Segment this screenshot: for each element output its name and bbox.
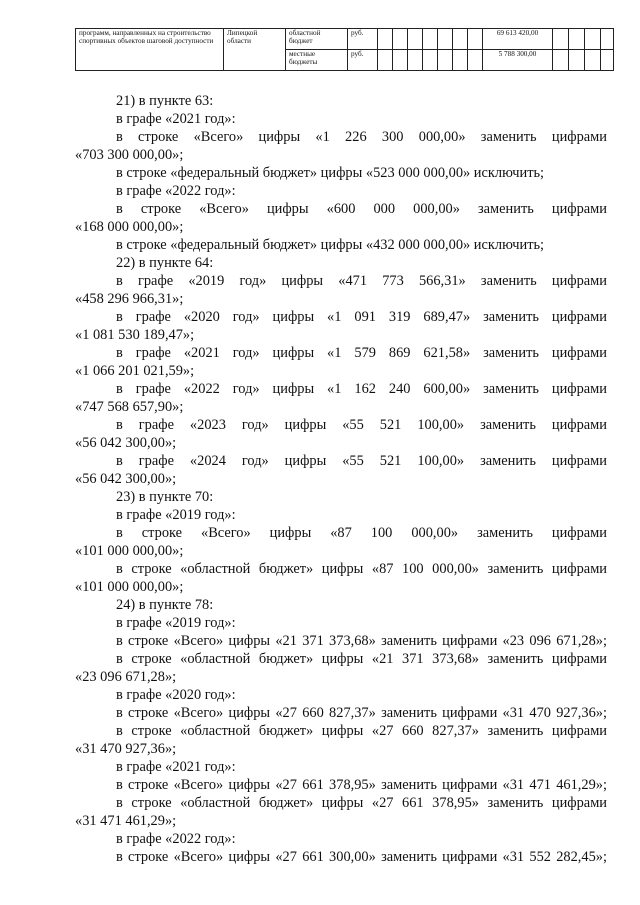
text-line: «101 000 000,00»; [75,579,184,595]
text-line: «23 096 671,28»; [75,669,177,685]
table-cell-empty [553,50,569,71]
table-cell-empty [438,50,453,71]
column-heading: в графе «2022 год»: [116,183,236,199]
table-cell-empty [408,29,423,50]
text-line: «1 066 201 021,59»; [75,363,195,379]
program-table-fragment [75,28,614,71]
table-cell-source: областной бюджет [286,29,348,50]
table-cell-empty [553,29,569,50]
text-line: в строке «федеральный бюджет» цифры «523 000 000,00» исключить; [116,165,545,181]
text-line: в графе «2022 год» цифры «1 162 240 600,00» заменить цифрами [116,381,607,397]
column-heading: в графе «2022 год»: [116,831,236,847]
column-heading: в графе «2021 год»: [116,111,236,127]
table-cell-empty [408,50,423,71]
table-cell-empty [378,50,393,71]
table-cell-empty [468,29,483,50]
text-line: «101 000 000,00»; [75,543,184,559]
text-line: в строке «Всего» цифры «27 661 378,95» заменить цифрами «31 471 461,29»; [116,777,607,793]
table-cell-empty [378,29,393,50]
text-line: «31 471 461,29»; [75,813,177,829]
text-line: «168 000 000,00»; [75,219,184,235]
table-cell-empty [393,50,408,71]
table-cell-empty [601,29,614,50]
item-heading: 24) в пункте 78: [116,597,214,613]
text-line: «703 300 000,00»; [75,147,184,163]
text-line: в графе «2023 год» цифры «55 521 100,00» заменить цифрами [116,417,607,433]
table-cell-value: 69 613 420,00 [483,29,553,50]
table-cell-description: программ, направленных на строительство спортивных объектов шаговой доступности [76,29,224,71]
text-line: «56 042 300,00»; [75,471,177,487]
text-line: в строке «Всего» цифры «1 226 300 000,00» заменить цифрами [116,129,607,145]
table-cell-empty [569,29,585,50]
column-heading: в графе «2019 год»: [116,615,236,631]
column-heading: в графе «2021 год»: [116,759,236,775]
text-line: «747 568 657,90»; [75,399,184,415]
text-line: в строке «Всего» цифры «600 000 000,00» заменить цифрами [116,201,607,217]
table-cell-empty [423,50,438,71]
text-line: «1 081 530 189,47»; [75,327,195,343]
text-line: «31 470 927,36»; [75,741,177,757]
text-line: в графе «2024 год» цифры «55 521 100,00» заменить цифрами [116,453,607,469]
text-line: в строке «Всего» цифры «27 660 827,37» заменить цифрами «31 470 927,36»; [116,705,607,721]
table-cell-empty [453,29,468,50]
table-cell-empty [569,50,585,71]
text-line: в графе «2021 год» цифры «1 579 869 621,58» заменить цифрами [116,345,607,361]
text-line: в графе «2020 год» цифры «1 091 319 689,47» заменить цифрами [116,309,607,325]
table-cell-empty [438,29,453,50]
item-heading: 22) в пункте 64: [116,255,214,271]
table-row [76,29,614,50]
text-line: в строке «Всего» цифры «21 371 373,68» заменить цифрами «23 096 671,28»; [116,633,607,649]
table-cell-region: Липецкой области [224,29,286,71]
text-line: в графе «2019 год» цифры «471 773 566,31» заменить цифрами [116,273,607,289]
table-cell-empty [601,50,614,71]
table-cell-empty [585,50,601,71]
column-heading: в графе «2019 год»: [116,507,236,523]
text-line: в строке «областной бюджет» цифры «21 371 373,68» заменить цифрами [116,651,607,667]
text-line: в строке «Всего» цифры «27 661 300,00» заменить цифрами «31 552 282,45»; [116,849,607,865]
table-cell-source: местные бюджеты [286,50,348,71]
item-heading: 21) в пункте 63: [116,93,214,109]
text-line: в строке «областной бюджет» цифры «27 660 827,37» заменить цифрами [116,723,607,739]
text-line: в строке «федеральный бюджет» цифры «432 000 000,00» исключить; [116,237,545,253]
text-line: в строке «Всего» цифры «87 100 000,00» заменить цифрами [116,525,607,541]
table-cell-empty [468,50,483,71]
table-cell-empty [585,29,601,50]
table-cell-unit: руб. [348,50,378,71]
table-cell-value: 5 788 300,00 [483,50,553,71]
column-heading: в графе «2020 год»: [116,687,236,703]
table-cell-unit: руб. [348,29,378,50]
table-cell-empty [393,29,408,50]
text-line: в строке «областной бюджет» цифры «87 100 000,00» заменить цифрами [116,561,607,577]
text-line: «56 042 300,00»; [75,435,177,451]
text-line: «458 296 966,31»; [75,291,184,307]
table-cell-empty [423,29,438,50]
text-line: в строке «областной бюджет» цифры «27 661 378,95» заменить цифрами [116,795,607,811]
item-heading: 23) в пункте 70: [116,489,214,505]
table-cell-empty [453,50,468,71]
